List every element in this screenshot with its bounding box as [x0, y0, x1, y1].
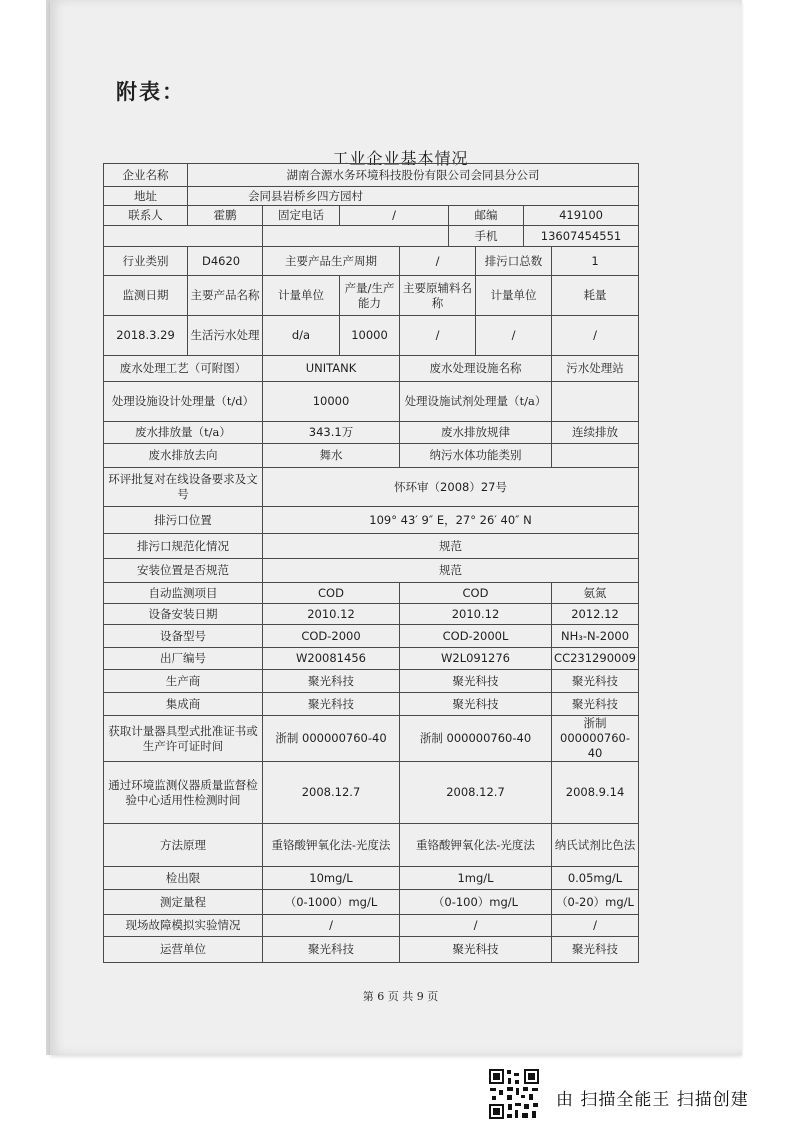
discharge-rule-label: 废水排放规律 [400, 422, 552, 444]
table-row [104, 468, 639, 507]
table-row [104, 693, 639, 716]
empty-cell [263, 226, 449, 247]
table-row [104, 867, 639, 890]
destination-value: 舞水 [263, 444, 400, 468]
fault-2: / [400, 915, 552, 937]
integrator-2: 聚光科技 [400, 693, 552, 716]
serial-2: W2L091276 [400, 648, 552, 670]
outlet-total-value: 1 [552, 247, 639, 276]
table-row [104, 559, 639, 583]
cycle-label: 主要产品生产周期 [263, 247, 400, 276]
discharge-rule-value: 连续排放 [552, 422, 639, 444]
trial-capacity-value [552, 382, 639, 422]
range-3: （0-20）mg/L [552, 890, 639, 915]
serial-1: W20081456 [263, 648, 400, 670]
integrator-1: 聚光科技 [263, 693, 400, 716]
consumption-label: 耗量 [552, 276, 639, 316]
table-row [104, 583, 639, 604]
table-row [104, 824, 639, 867]
consumption-value: / [552, 316, 639, 356]
table-row [104, 604, 639, 625]
method-2: 重铬酸钾氧化法-光度法 [400, 824, 552, 867]
table-row [104, 206, 639, 226]
design-capacity-value: 10000 [263, 382, 400, 422]
enterprise-info-table [103, 163, 639, 963]
postcode-label: 邮编 [449, 206, 524, 226]
product-name-label: 主要产品名称 [188, 276, 263, 316]
contact-label: 联系人 [104, 206, 188, 226]
table-row [104, 890, 639, 915]
cert-2: 浙制 000000760-40 [400, 716, 552, 762]
facility-name-label: 废水处理设施名称 [400, 356, 552, 382]
unit-value: d/a [263, 316, 340, 356]
facility-name-value: 污水处理站 [552, 356, 639, 382]
operator-label: 运营单位 [104, 937, 263, 963]
method-3: 纳氏试剂比色法 [552, 824, 639, 867]
destination-label: 废水排放去向 [104, 444, 263, 468]
mobile-value: 13607454551 [524, 226, 639, 247]
qc-label: 通过环境监测仪器质量监督检验中心适用性检测时间 [104, 762, 263, 824]
table-title: 工业企业基本情况 [332, 149, 469, 168]
table-row [104, 762, 639, 824]
fault-label: 现场故障模拟实验情况 [104, 915, 263, 937]
fault-3: / [552, 915, 639, 937]
phone-value: / [340, 206, 449, 226]
industry-value: D4620 [188, 247, 263, 276]
water-function-label: 纳污水体功能类别 [400, 444, 552, 468]
install-date-label: 设备安装日期 [104, 604, 263, 625]
phone-label: 固定电话 [263, 206, 340, 226]
table-row [104, 937, 639, 963]
detect-2: 1mg/L [400, 867, 552, 890]
model-3: NH₃-N-2000 [552, 625, 639, 648]
qr-code-icon [488, 1068, 540, 1120]
maker-label: 生产商 [104, 670, 263, 693]
eia-value: 怀环审（2008）27号 [263, 468, 639, 507]
cycle-value: / [400, 247, 476, 276]
trial-capacity-label: 处理设施试剂处理量（t/a） [400, 382, 552, 422]
process-label: 废水处理工艺（可附图） [104, 356, 263, 382]
eia-label: 环评批复对在线设备要求及文号 [104, 468, 263, 507]
qc-date-2: 2008.12.7 [400, 762, 552, 824]
install-std-value: 规范 [263, 559, 639, 583]
postcode-value: 419100 [524, 206, 639, 226]
empty-cell [104, 226, 263, 247]
maker-1: 聚光科技 [263, 670, 400, 693]
install-date-1: 2010.12 [263, 604, 400, 625]
table-row [104, 247, 639, 276]
table-row [104, 164, 639, 187]
cert-3: 浙制 000000760-40 [552, 716, 639, 762]
table-row [104, 716, 639, 762]
water-function-value [552, 444, 639, 468]
serial-3: CC231290009 [552, 648, 639, 670]
company-value: 湖南合源水务环境科技股份有限公司会同县分公司 [188, 164, 639, 187]
device-item-3: 氨氮 [552, 583, 639, 604]
integrator-label: 集成商 [104, 693, 263, 716]
maker-2: 聚光科技 [400, 670, 552, 693]
model-1: COD-2000 [263, 625, 400, 648]
table-row [104, 444, 639, 468]
contact-value: 霍鹏 [188, 206, 263, 226]
method-label: 方法原理 [104, 824, 263, 867]
process-value: UNITANK [263, 356, 400, 382]
material-value: / [400, 316, 476, 356]
table-row [104, 534, 639, 559]
location-value: 109° 43′ 9″ E，27° 26′ 40″ N [263, 507, 639, 534]
cert-label: 获取计量器具型式批准证书或生产许可证时间 [104, 716, 263, 762]
discharge-value: 343.1万 [263, 422, 400, 444]
model-label: 设备型号 [104, 625, 263, 648]
install-std-label: 安装位置是否规范 [104, 559, 263, 583]
maker-3: 聚光科技 [552, 670, 639, 693]
material-label: 主要原辅料名称 [400, 276, 476, 316]
design-capacity-label: 处理设施设计处理量（t/d） [104, 382, 263, 422]
install-date-2: 2010.12 [400, 604, 552, 625]
detect-3: 0.05mg/L [552, 867, 639, 890]
method-1: 重铬酸钾氧化法-光度法 [263, 824, 400, 867]
unit-label: 计量单位 [263, 276, 340, 316]
qc-date-3: 2008.9.14 [552, 762, 639, 824]
address-label: 地址 [104, 187, 188, 206]
table-row [104, 422, 639, 444]
capacity-label: 产量/生产能力 [340, 276, 400, 316]
device-item-2: COD [400, 583, 552, 604]
table-row [104, 356, 639, 382]
table-row [104, 276, 639, 316]
industry-label: 行业类别 [104, 247, 188, 276]
standard-label: 排污口规范化情况 [104, 534, 263, 559]
monitor-date-label: 监测日期 [104, 276, 188, 316]
table-row [104, 382, 639, 422]
standard-value: 规范 [263, 534, 639, 559]
table-row [104, 226, 639, 247]
table-row [104, 670, 639, 693]
range-label: 测定量程 [104, 890, 263, 915]
outlet-total-label: 排污口总数 [476, 247, 552, 276]
product-name-value: 生活污水处理 [188, 316, 263, 356]
operator-2: 聚光科技 [400, 937, 552, 963]
table-row [104, 648, 639, 670]
discharge-label: 废水排放量（t/a） [104, 422, 263, 444]
detect-label: 检出限 [104, 867, 263, 890]
range-1: （0-1000）mg/L [263, 890, 400, 915]
integrator-3: 聚光科技 [552, 693, 639, 716]
address-value: 会同县岩桥乡四方园村 [188, 187, 639, 206]
operator-1: 聚光科技 [263, 937, 400, 963]
table-row [104, 507, 639, 534]
appendix-heading: 附表： [116, 79, 185, 104]
qc-date-1: 2008.12.7 [263, 762, 400, 824]
unit-label-2: 计量单位 [476, 276, 552, 316]
mobile-label: 手机 [449, 226, 524, 247]
table-row [104, 316, 639, 356]
table-row [104, 187, 639, 206]
page-footer: 第 6 页 共 9 页 [362, 990, 439, 1003]
cert-1: 浙制 000000760-40 [263, 716, 400, 762]
device-item-label: 自动监测项目 [104, 583, 263, 604]
fault-1: / [263, 915, 400, 937]
scanner-brand-text: 由 扫描全能王 扫描创建 [556, 1090, 749, 1110]
serial-label: 出厂编号 [104, 648, 263, 670]
capacity-value: 10000 [340, 316, 400, 356]
table-row [104, 915, 639, 937]
detect-1: 10mg/L [263, 867, 400, 890]
location-label: 排污口位置 [104, 507, 263, 534]
company-label: 企业名称 [104, 164, 188, 187]
install-date-3: 2012.12 [552, 604, 639, 625]
unit-value-2: / [476, 316, 552, 356]
operator-3: 聚光科技 [552, 937, 639, 963]
model-2: COD-2000L [400, 625, 552, 648]
monitor-date-value: 2018.3.29 [104, 316, 188, 356]
table-row [104, 625, 639, 648]
range-2: （0-100）mg/L [400, 890, 552, 915]
device-item-1: COD [263, 583, 400, 604]
